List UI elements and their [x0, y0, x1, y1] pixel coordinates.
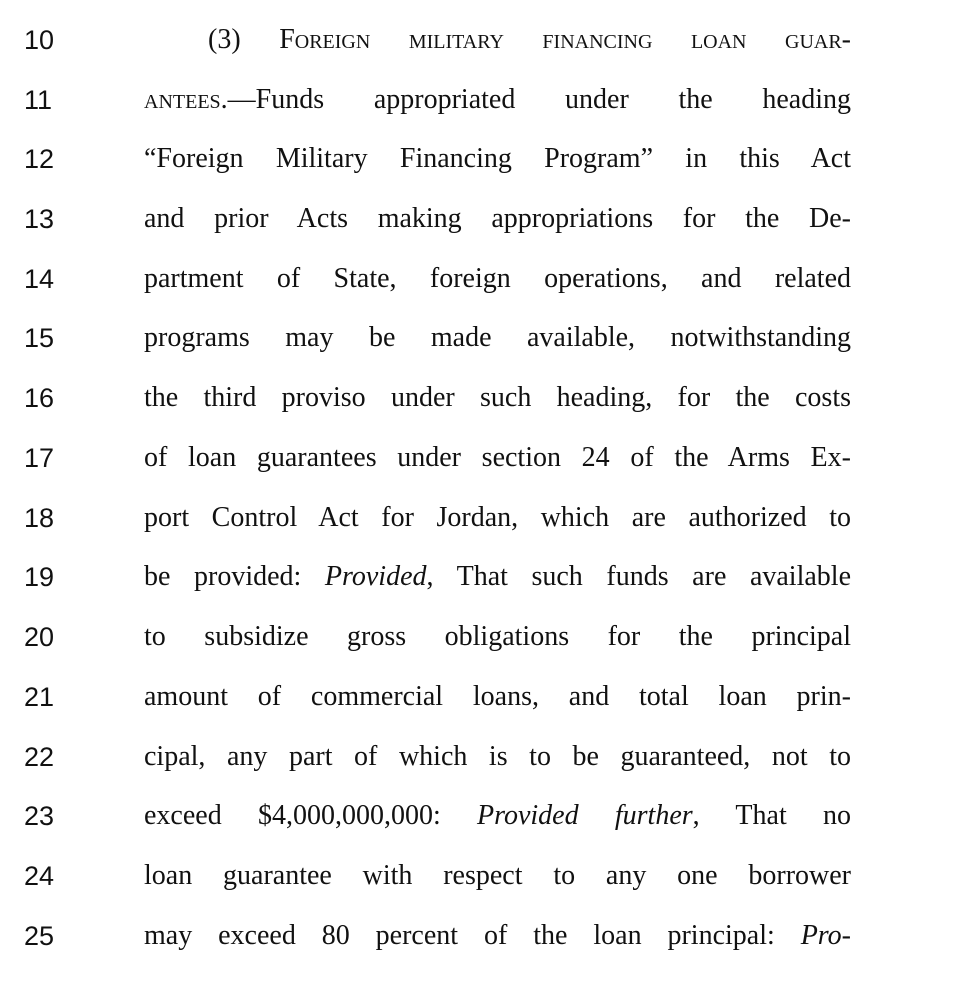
line-number: 16	[24, 383, 55, 413]
text-segment: , That such funds are available	[426, 561, 851, 592]
document-line	[0, 796, 966, 836]
document-line	[0, 378, 966, 418]
line-number: 18	[24, 503, 55, 533]
document-line	[0, 318, 966, 358]
line-number: 23	[24, 801, 55, 831]
proviso-italic: Pro-	[800, 920, 851, 951]
document-line	[0, 856, 966, 896]
line-text	[144, 139, 851, 179]
document-line	[0, 259, 966, 299]
line-number: 24	[24, 861, 55, 891]
line-text	[144, 617, 851, 657]
document-line	[0, 20, 966, 60]
text-segment: exceed $4,000,000,000:	[144, 800, 478, 831]
text-segment: —Funds appropriated under the heading	[227, 84, 851, 115]
text-segment: the third proviso under such heading, for the costs	[144, 382, 851, 413]
line-number: 22	[24, 742, 55, 772]
line-text	[144, 916, 851, 956]
line-number: 20	[24, 622, 55, 652]
line-text	[144, 378, 851, 418]
line-text	[144, 199, 851, 239]
document-line	[0, 737, 966, 777]
proviso-italic: Provided	[324, 561, 427, 592]
line-number: 14	[24, 264, 55, 294]
line-text	[144, 438, 851, 478]
line-number: 25	[24, 921, 55, 951]
document-line	[0, 617, 966, 657]
document-line	[0, 139, 966, 179]
line-text	[208, 20, 851, 60]
line-text	[144, 796, 851, 836]
line-text	[144, 737, 851, 777]
line-text	[144, 498, 851, 538]
document-line	[0, 916, 966, 956]
line-number: 12	[24, 144, 55, 174]
line-text	[144, 259, 851, 299]
text-segment: programs may be made available, notwithstanding	[144, 322, 851, 353]
text-segment: cipal, any part of which is to be guaranteed, not to	[144, 741, 851, 772]
line-text	[144, 677, 851, 717]
text-segment: port Control Act for Jordan, which are authorized to	[144, 502, 851, 533]
line-text	[144, 318, 851, 358]
line-number: 10	[24, 25, 55, 55]
text-segment: partment of State, foreign operations, and related	[144, 263, 851, 294]
line-text	[144, 80, 851, 120]
text-segment: may exceed 80 percent of the loan principal:	[144, 920, 801, 951]
document-line	[0, 677, 966, 717]
text-segment: and prior Acts making appropriations for the De-	[144, 203, 851, 234]
text-segment: loan guarantee with respect to any one borrower	[144, 860, 851, 891]
document-line	[0, 557, 966, 597]
text-segment: , That no	[692, 800, 851, 831]
proviso-italic: Provided further	[477, 800, 693, 831]
document-line	[0, 498, 966, 538]
text-segment: (3)	[208, 24, 280, 55]
line-text	[144, 557, 851, 597]
document-line	[0, 80, 966, 120]
heading-smallcaps: Foreign military financing loan guar-	[279, 24, 852, 55]
heading-smallcaps: antees.	[144, 84, 228, 115]
document-line	[0, 199, 966, 239]
line-number: 13	[24, 204, 55, 234]
line-number: 19	[24, 562, 55, 592]
line-number: 15	[24, 323, 55, 353]
text-segment: amount of commercial loans, and total loan prin-	[144, 681, 851, 712]
text-segment: “Foreign Military Financing Program” in this Act	[144, 143, 851, 174]
line-number: 11	[24, 85, 53, 115]
document-line	[0, 438, 966, 478]
text-segment: be provided:	[144, 561, 325, 592]
line-text	[144, 856, 851, 896]
line-number: 21	[24, 682, 55, 712]
text-segment: to subsidize gross obligations for the principal	[144, 621, 851, 652]
line-number: 17	[24, 443, 55, 473]
text-segment: of loan guarantees under section 24 of the Arms Ex-	[144, 442, 851, 473]
